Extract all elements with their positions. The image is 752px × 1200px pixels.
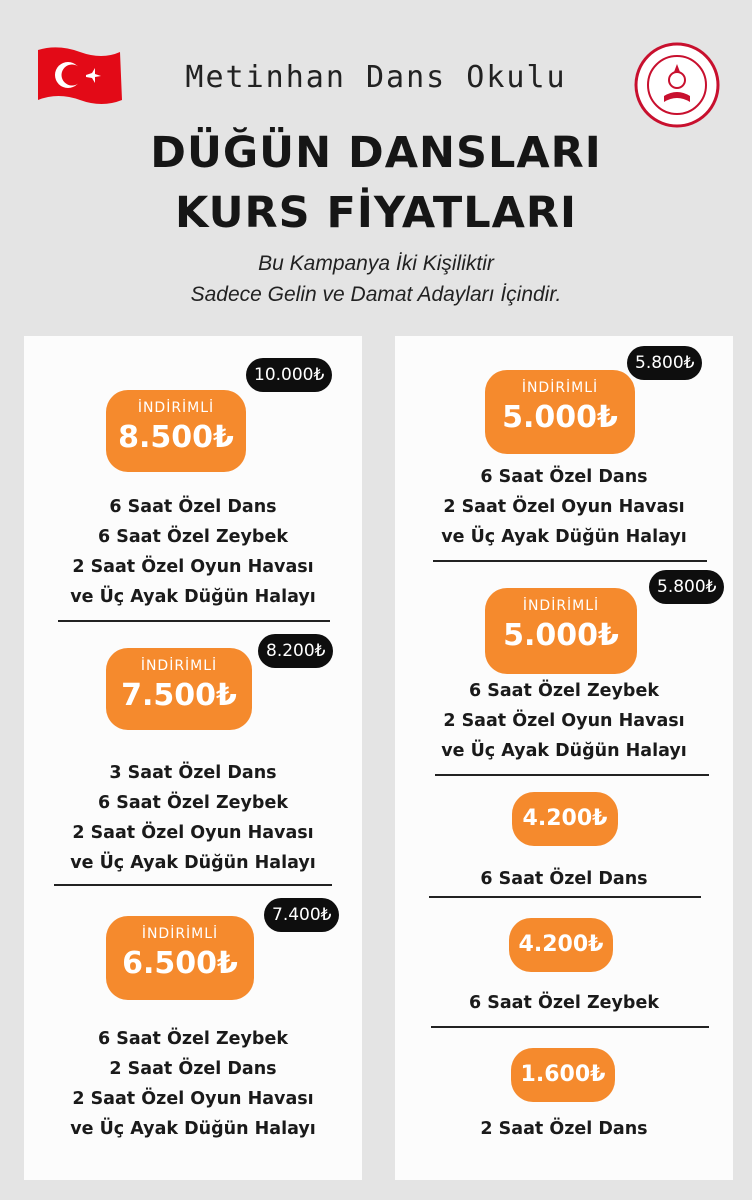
discount-label: İNDİRİMLİ bbox=[521, 380, 599, 396]
price: 5.000₺ bbox=[503, 618, 619, 653]
discount-label: İNDİRİMLİ bbox=[522, 598, 600, 614]
divider bbox=[433, 560, 707, 562]
package-line: 2 Saat Özel Oyun Havası bbox=[72, 823, 314, 843]
old-price-badge: 10.000₺ bbox=[246, 358, 332, 392]
package-description bbox=[395, 1114, 733, 1144]
discount-label: İNDİRİMLİ bbox=[137, 400, 215, 416]
package-description bbox=[395, 864, 733, 894]
package-line: ve Üç Ayak Düğün Halayı bbox=[70, 587, 316, 607]
divider bbox=[435, 774, 709, 776]
page-title-line-1: DÜĞÜN DANSLARI bbox=[150, 128, 602, 178]
package-line: 6 Saat Özel Zeybek bbox=[469, 993, 659, 1013]
price-badge bbox=[512, 792, 618, 846]
discount-price-badge bbox=[106, 390, 246, 472]
price-badge bbox=[509, 918, 613, 972]
package-line: ve Üç Ayak Düğün Halayı bbox=[441, 741, 687, 761]
subtitle-line-1: Bu Kampanya İki Kişiliktir bbox=[258, 252, 494, 275]
price: 5.000₺ bbox=[502, 400, 618, 435]
old-price-badge: 7.400₺ bbox=[264, 898, 339, 932]
subtitle-line-2: Sadece Gelin ve Damat Adayları İçindir. bbox=[190, 283, 562, 306]
divider bbox=[429, 896, 701, 898]
package-description bbox=[395, 676, 733, 766]
package-line: 6 Saat Özel Dans bbox=[480, 869, 648, 889]
divider bbox=[58, 620, 330, 622]
price: 4.200₺ bbox=[518, 932, 604, 957]
package-line: 2 Saat Özel Oyun Havası bbox=[72, 557, 314, 577]
price: 4.200₺ bbox=[522, 806, 608, 831]
package-line: 6 Saat Özel Zeybek bbox=[98, 793, 288, 813]
discount-label: İNDİRİMLİ bbox=[140, 658, 218, 674]
package-line: 6 Saat Özel Dans bbox=[480, 467, 648, 487]
package-line: 6 Saat Özel Dans bbox=[109, 497, 277, 517]
price: 8.500₺ bbox=[118, 420, 234, 455]
discount-label: İNDİRİMLİ bbox=[141, 926, 219, 942]
package-description bbox=[24, 492, 362, 612]
left-price-column bbox=[24, 336, 362, 1180]
divider bbox=[54, 884, 332, 886]
discount-price-badge bbox=[485, 370, 635, 454]
price: 1.600₺ bbox=[520, 1062, 606, 1087]
package-line: 6 Saat Özel Zeybek bbox=[98, 527, 288, 547]
price: 6.500₺ bbox=[122, 946, 238, 981]
package-description bbox=[395, 462, 733, 552]
package-line: 3 Saat Özel Dans bbox=[109, 763, 277, 783]
package-description bbox=[24, 1024, 362, 1144]
package-line: ve Üç Ayak Düğün Halayı bbox=[70, 853, 316, 873]
school-name: Metinhan Dans Okulu bbox=[185, 60, 567, 95]
discount-price-badge bbox=[485, 588, 637, 674]
package-description bbox=[24, 758, 362, 878]
price: 7.500₺ bbox=[121, 678, 237, 713]
old-price-badge: 5.800₺ bbox=[627, 346, 702, 380]
package-line: 6 Saat Özel Zeybek bbox=[98, 1029, 288, 1049]
package-line: 2 Saat Özel Dans bbox=[480, 1119, 648, 1139]
package-line: ve Üç Ayak Düğün Halayı bbox=[70, 1119, 316, 1139]
package-line: ve Üç Ayak Düğün Halayı bbox=[441, 527, 687, 547]
package-line: 2 Saat Özel Oyun Havası bbox=[443, 497, 685, 517]
right-price-column bbox=[395, 336, 733, 1180]
discount-price-badge bbox=[106, 648, 252, 730]
divider bbox=[431, 1026, 709, 1028]
package-line: 2 Saat Özel Oyun Havası bbox=[443, 711, 685, 731]
package-description bbox=[395, 988, 733, 1018]
old-price-badge: 8.200₺ bbox=[258, 634, 333, 668]
package-line: 6 Saat Özel Zeybek bbox=[469, 681, 659, 701]
page-title-line-2: KURS FİYATLARI bbox=[175, 188, 577, 238]
price-badge bbox=[511, 1048, 615, 1102]
discount-price-badge bbox=[106, 916, 254, 1000]
old-price-badge: 5.800₺ bbox=[649, 570, 724, 604]
package-line: 2 Saat Özel Oyun Havası bbox=[72, 1089, 314, 1109]
package-line: 2 Saat Özel Dans bbox=[109, 1059, 277, 1079]
